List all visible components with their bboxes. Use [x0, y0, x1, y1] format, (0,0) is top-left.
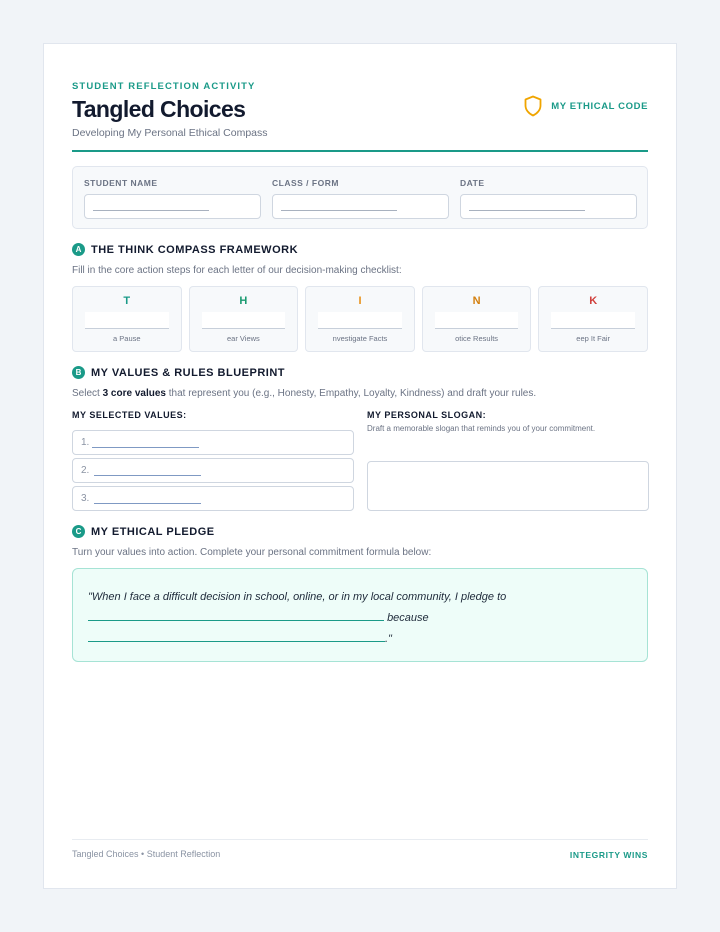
section-c-heading — [72, 525, 215, 538]
card-answer-area[interactable] — [551, 312, 635, 328]
write-line — [435, 328, 519, 329]
student-name-field — [84, 178, 261, 219]
eyebrow: STUDENT REFLECTION ACTIVITY — [72, 81, 256, 92]
write-line — [469, 210, 585, 211]
class-form-field — [272, 178, 449, 219]
think-cards — [72, 286, 648, 352]
page-subtitle: Developing My Personal Ethical Compass — [72, 127, 268, 139]
write-line — [85, 328, 169, 329]
shield-icon — [523, 95, 543, 117]
section-a-heading — [72, 243, 298, 256]
section-badge: B — [72, 366, 85, 379]
card-answer-area[interactable] — [85, 312, 169, 328]
card-hint: eep It Fair — [576, 334, 611, 343]
card-hint: ear Views — [226, 334, 260, 343]
write-line — [94, 503, 201, 504]
slogan-input[interactable] — [367, 461, 649, 511]
student-name-input[interactable] — [84, 194, 261, 219]
card-answer-area[interactable] — [202, 312, 286, 328]
ethical-code-badge — [523, 95, 648, 117]
footer-right: INTEGRITY WINS — [569, 850, 648, 860]
section-a-description: Fill in the core action steps for each letter of our decision-making checklist: — [72, 265, 402, 276]
think-card-i[interactable] — [305, 286, 415, 352]
value-number: 2. — [81, 465, 90, 476]
pledge-start: "When I face a difficult decision in school, online, or in my local community, I pledge to — [88, 591, 507, 603]
desc-bold: 3 core values — [102, 388, 166, 399]
card-hint: otice Results — [455, 334, 499, 343]
card-answer-area[interactable] — [435, 312, 519, 328]
think-card-t[interactable] — [72, 286, 182, 352]
field-label: STUDENT NAME — [84, 178, 158, 188]
desc-text: that represent you (e.g., Honesty, Empathy, Loyalty, Kindness) and draft your rules. — [165, 388, 537, 399]
write-line — [93, 210, 209, 211]
value-number: 3. — [81, 493, 90, 504]
card-letter: H — [239, 295, 248, 307]
section-b-description — [72, 388, 536, 399]
header-divider — [72, 150, 648, 152]
slogan-label: MY PERSONAL SLOGAN: — [367, 410, 487, 420]
section-c-description: Turn your values into action. Complete your personal commitment formula below: — [72, 547, 432, 558]
pledge-mid: because — [387, 612, 429, 624]
section-badge: A — [72, 243, 85, 256]
card-letter: T — [123, 295, 131, 307]
footer-divider — [72, 839, 648, 840]
section-b-heading — [72, 366, 285, 379]
think-card-h[interactable] — [189, 286, 299, 352]
page-title: Tangled Choices — [72, 96, 246, 122]
pledge-blank-2[interactable] — [88, 632, 385, 642]
pledge-box — [72, 568, 648, 662]
write-line — [318, 328, 402, 329]
student-info-panel — [72, 166, 648, 229]
card-letter: K — [589, 295, 598, 307]
card-answer-area[interactable] — [318, 312, 402, 328]
section-title: MY ETHICAL PLEDGE — [91, 525, 215, 538]
values-label: MY SELECTED VALUES: — [72, 410, 187, 420]
value-input-2[interactable] — [72, 458, 354, 483]
card-hint: a Pause — [113, 334, 141, 343]
value-input-1[interactable] — [72, 430, 354, 455]
desc-text: Select — [72, 388, 103, 399]
date-input[interactable] — [460, 194, 637, 219]
value-number: 1. — [81, 437, 90, 448]
write-line — [202, 328, 286, 329]
card-hint: nvestigate Facts — [332, 334, 388, 343]
footer-left: Tangled Choices • Student Reflection — [72, 849, 221, 859]
card-letter: N — [472, 295, 481, 307]
think-card-k[interactable] — [538, 286, 648, 352]
section-title: THE THINK COMPASS FRAMEWORK — [91, 243, 299, 256]
section-title: MY VALUES & RULES BLUEPRINT — [91, 366, 285, 379]
pledge-blank-1[interactable] — [88, 611, 384, 621]
write-line — [281, 210, 397, 211]
class-form-input[interactable] — [272, 194, 449, 219]
field-label: DATE — [460, 178, 485, 188]
slogan-subtitle: Draft a memorable slogan that reminds you of your commitment. — [367, 424, 596, 433]
write-line — [94, 475, 201, 476]
think-card-n[interactable] — [422, 286, 532, 352]
field-label: CLASS / FORM — [272, 178, 339, 188]
write-line — [92, 447, 199, 448]
write-line — [551, 328, 635, 329]
date-field — [460, 178, 637, 219]
badge-label: MY ETHICAL CODE — [551, 100, 648, 112]
worksheet-page — [43, 43, 677, 889]
pledge-end: ." — [385, 633, 392, 645]
section-badge: C — [72, 525, 85, 538]
pledge-text — [88, 587, 633, 650]
card-letter: I — [358, 295, 362, 307]
value-input-3[interactable] — [72, 486, 354, 511]
